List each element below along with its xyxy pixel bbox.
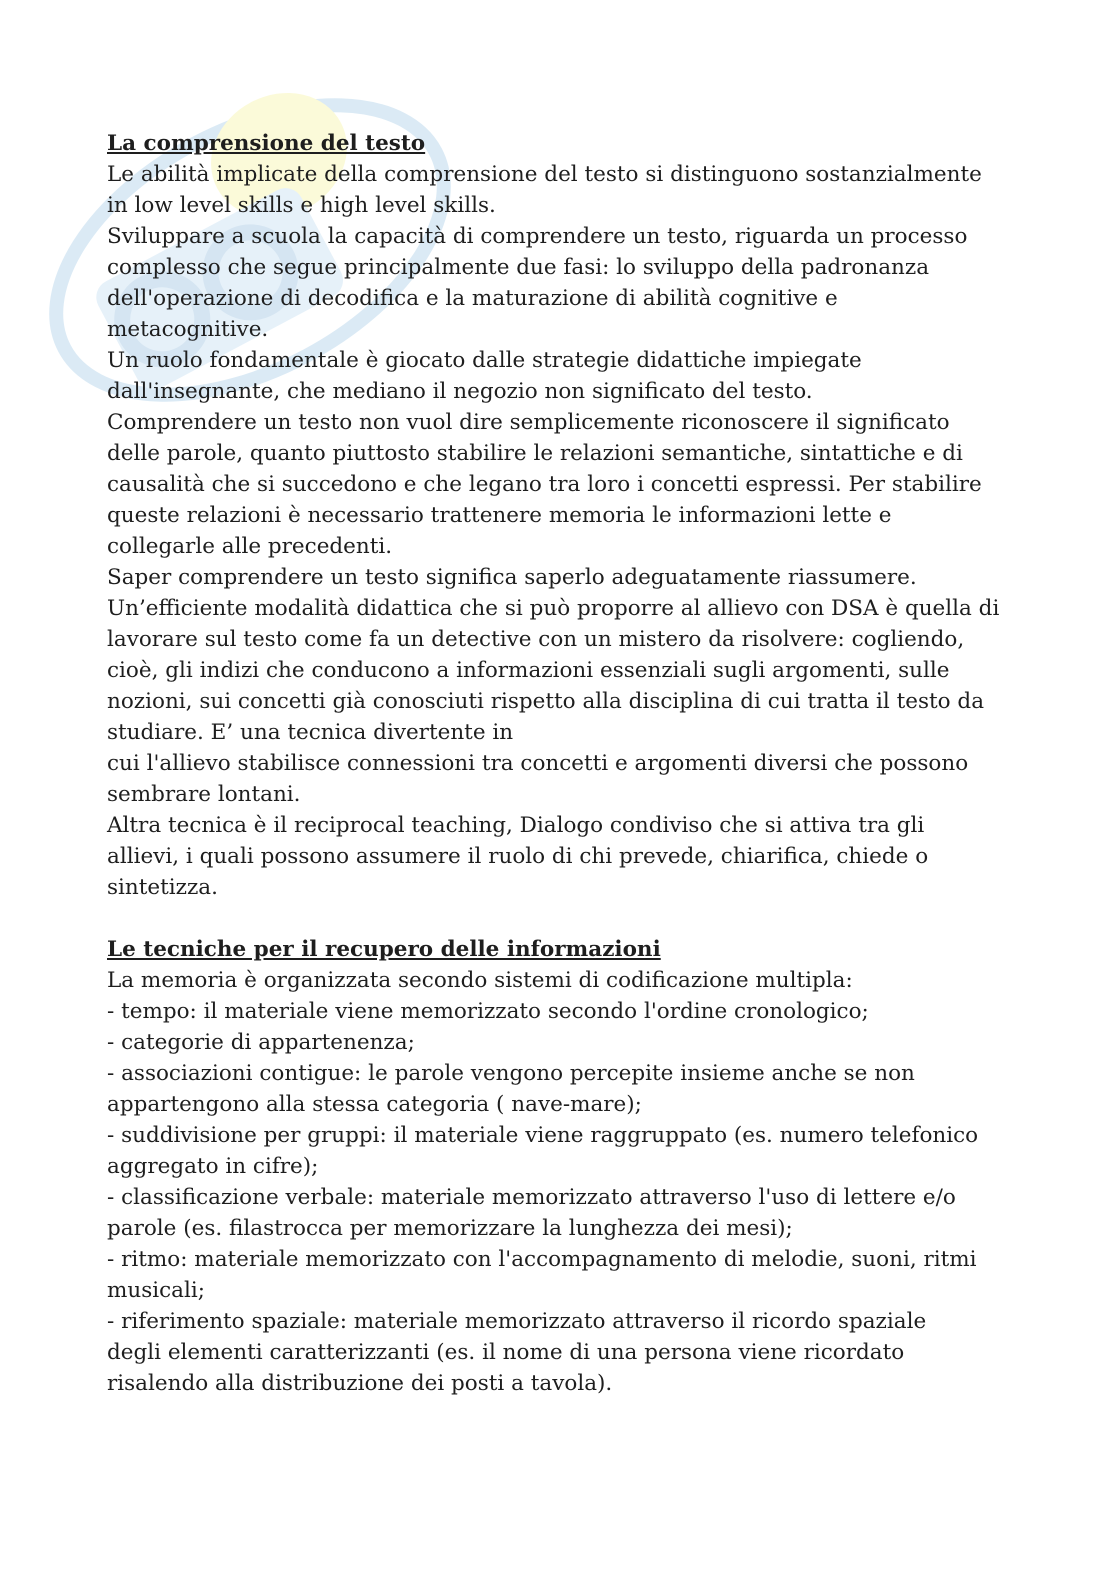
- list-item-line: - classificazione verbale: materiale memorizzato attraverso l'uso di lettere e/o: [107, 1185, 956, 1210]
- section-tecniche-recupero: [107, 934, 1027, 1399]
- list-item-line: - tempo: il materiale viene memorizzato secondo l'ordine cronologico;: [107, 999, 869, 1024]
- section-spacer: [107, 903, 1027, 934]
- list-item-line: risalendo alla distribuzione dei posti a tavola).: [107, 1371, 613, 1396]
- paragraph-line: Altra tecnica è il reciprocal teaching, Dialogo condiviso che si attiva tra gli: [107, 813, 925, 838]
- paragraph-line: dall'insegnante, che mediano il negozio non significato del testo.: [107, 379, 813, 404]
- paragraph-line: cioè, gli indizi che conducono a informazioni essenziali sugli argomenti, sulle: [107, 658, 950, 683]
- paragraph-line: metacognitive.: [107, 317, 269, 342]
- list-item-line: - riferimento spaziale: materiale memorizzato attraverso il ricordo spaziale: [107, 1309, 927, 1334]
- paragraph-line: sintetizza.: [107, 875, 218, 900]
- paragraph-line: Le abilità implicate della comprensione del testo si distinguono sostanzialmente: [107, 162, 982, 187]
- paragraph-line: Comprendere un testo non vuol dire semplicemente riconoscere il significato: [107, 410, 950, 435]
- paragraph-line: dell'operazione di decodifica e la maturazione di abilità cognitive e: [107, 286, 838, 311]
- paragraph-line: causalità che si succedono e che legano tra loro i concetti espressi. Per stabilire: [107, 472, 982, 497]
- document-page: [107, 128, 1027, 1399]
- paragraph-line: Un ruolo fondamentale è giocato dalle strategie didattiche impiegate: [107, 348, 862, 373]
- paragraph-line: Sviluppare a scuola la capacità di comprendere un testo, riguarda un processo: [107, 224, 968, 249]
- list-item-line: musicali;: [107, 1278, 205, 1303]
- paragraph-line: allievi, i quali possono assumere il ruolo di chi prevede, chiarifica, chiede o: [107, 844, 929, 869]
- paragraph-line: nozioni, sui concetti già conosciuti rispetto alla disciplina di cui tratta il testo da: [107, 689, 985, 714]
- paragraph-line: Un’efficiente modalità didattica che si può proporre al allievo con DSA è quella di: [107, 596, 1000, 621]
- paragraph-line: studiare. E’ una tecnica divertente in: [107, 720, 514, 745]
- list-item-line: - associazioni contigue: le parole vengono percepite insieme anche se non: [107, 1061, 915, 1086]
- list-item-line: appartengono alla stessa categoria ( nave-mare);: [107, 1092, 642, 1117]
- paragraph-line: complesso che segue principalmente due fasi: lo sviluppo della padronanza: [107, 255, 930, 280]
- section-heading: Le tecniche per il recupero delle informazioni: [107, 937, 661, 962]
- list-item-line: - ritmo: materiale memorizzato con l'accompagnamento di melodie, suoni, ritmi: [107, 1247, 977, 1272]
- list-item-line: aggregato in cifre);: [107, 1154, 319, 1179]
- paragraph-line: sembrare lontani.: [107, 782, 301, 807]
- section-heading: La comprensione del testo: [107, 131, 426, 156]
- paragraph-line: delle parole, quanto piuttosto stabilire le relazioni semantiche, sintattiche e di: [107, 441, 963, 466]
- paragraph-line: cui l'allievo stabilisce connessioni tra concetti e argomenti diversi che possono: [107, 751, 969, 776]
- paragraph-line: queste relazioni è necessario trattenere memoria le informazioni lette e: [107, 503, 892, 528]
- paragraph-line: lavorare sul testo come fa un detective con un mistero da risolvere: cogliendo,: [107, 627, 965, 652]
- section-comprensione: [107, 128, 1027, 903]
- list-item-line: - suddivisione per gruppi: il materiale viene raggruppato (es. numero telefonico: [107, 1123, 979, 1148]
- list-item-line: degli elementi caratterizzanti (es. il nome di una persona viene ricordato: [107, 1340, 905, 1365]
- paragraph-line: collegarle alle precedenti.: [107, 534, 393, 559]
- paragraph-line: La memoria è organizzata secondo sistemi di codificazione multipla:: [107, 968, 853, 993]
- list-item-line: parole (es. filastrocca per memorizzare la lunghezza dei mesi);: [107, 1216, 793, 1241]
- list-item-line: - categorie di appartenenza;: [107, 1030, 415, 1055]
- paragraph-line: Saper comprendere un testo significa saperlo adeguatamente riassumere.: [107, 565, 917, 590]
- paragraph-line: in low level skills e high level skills.: [107, 193, 496, 218]
